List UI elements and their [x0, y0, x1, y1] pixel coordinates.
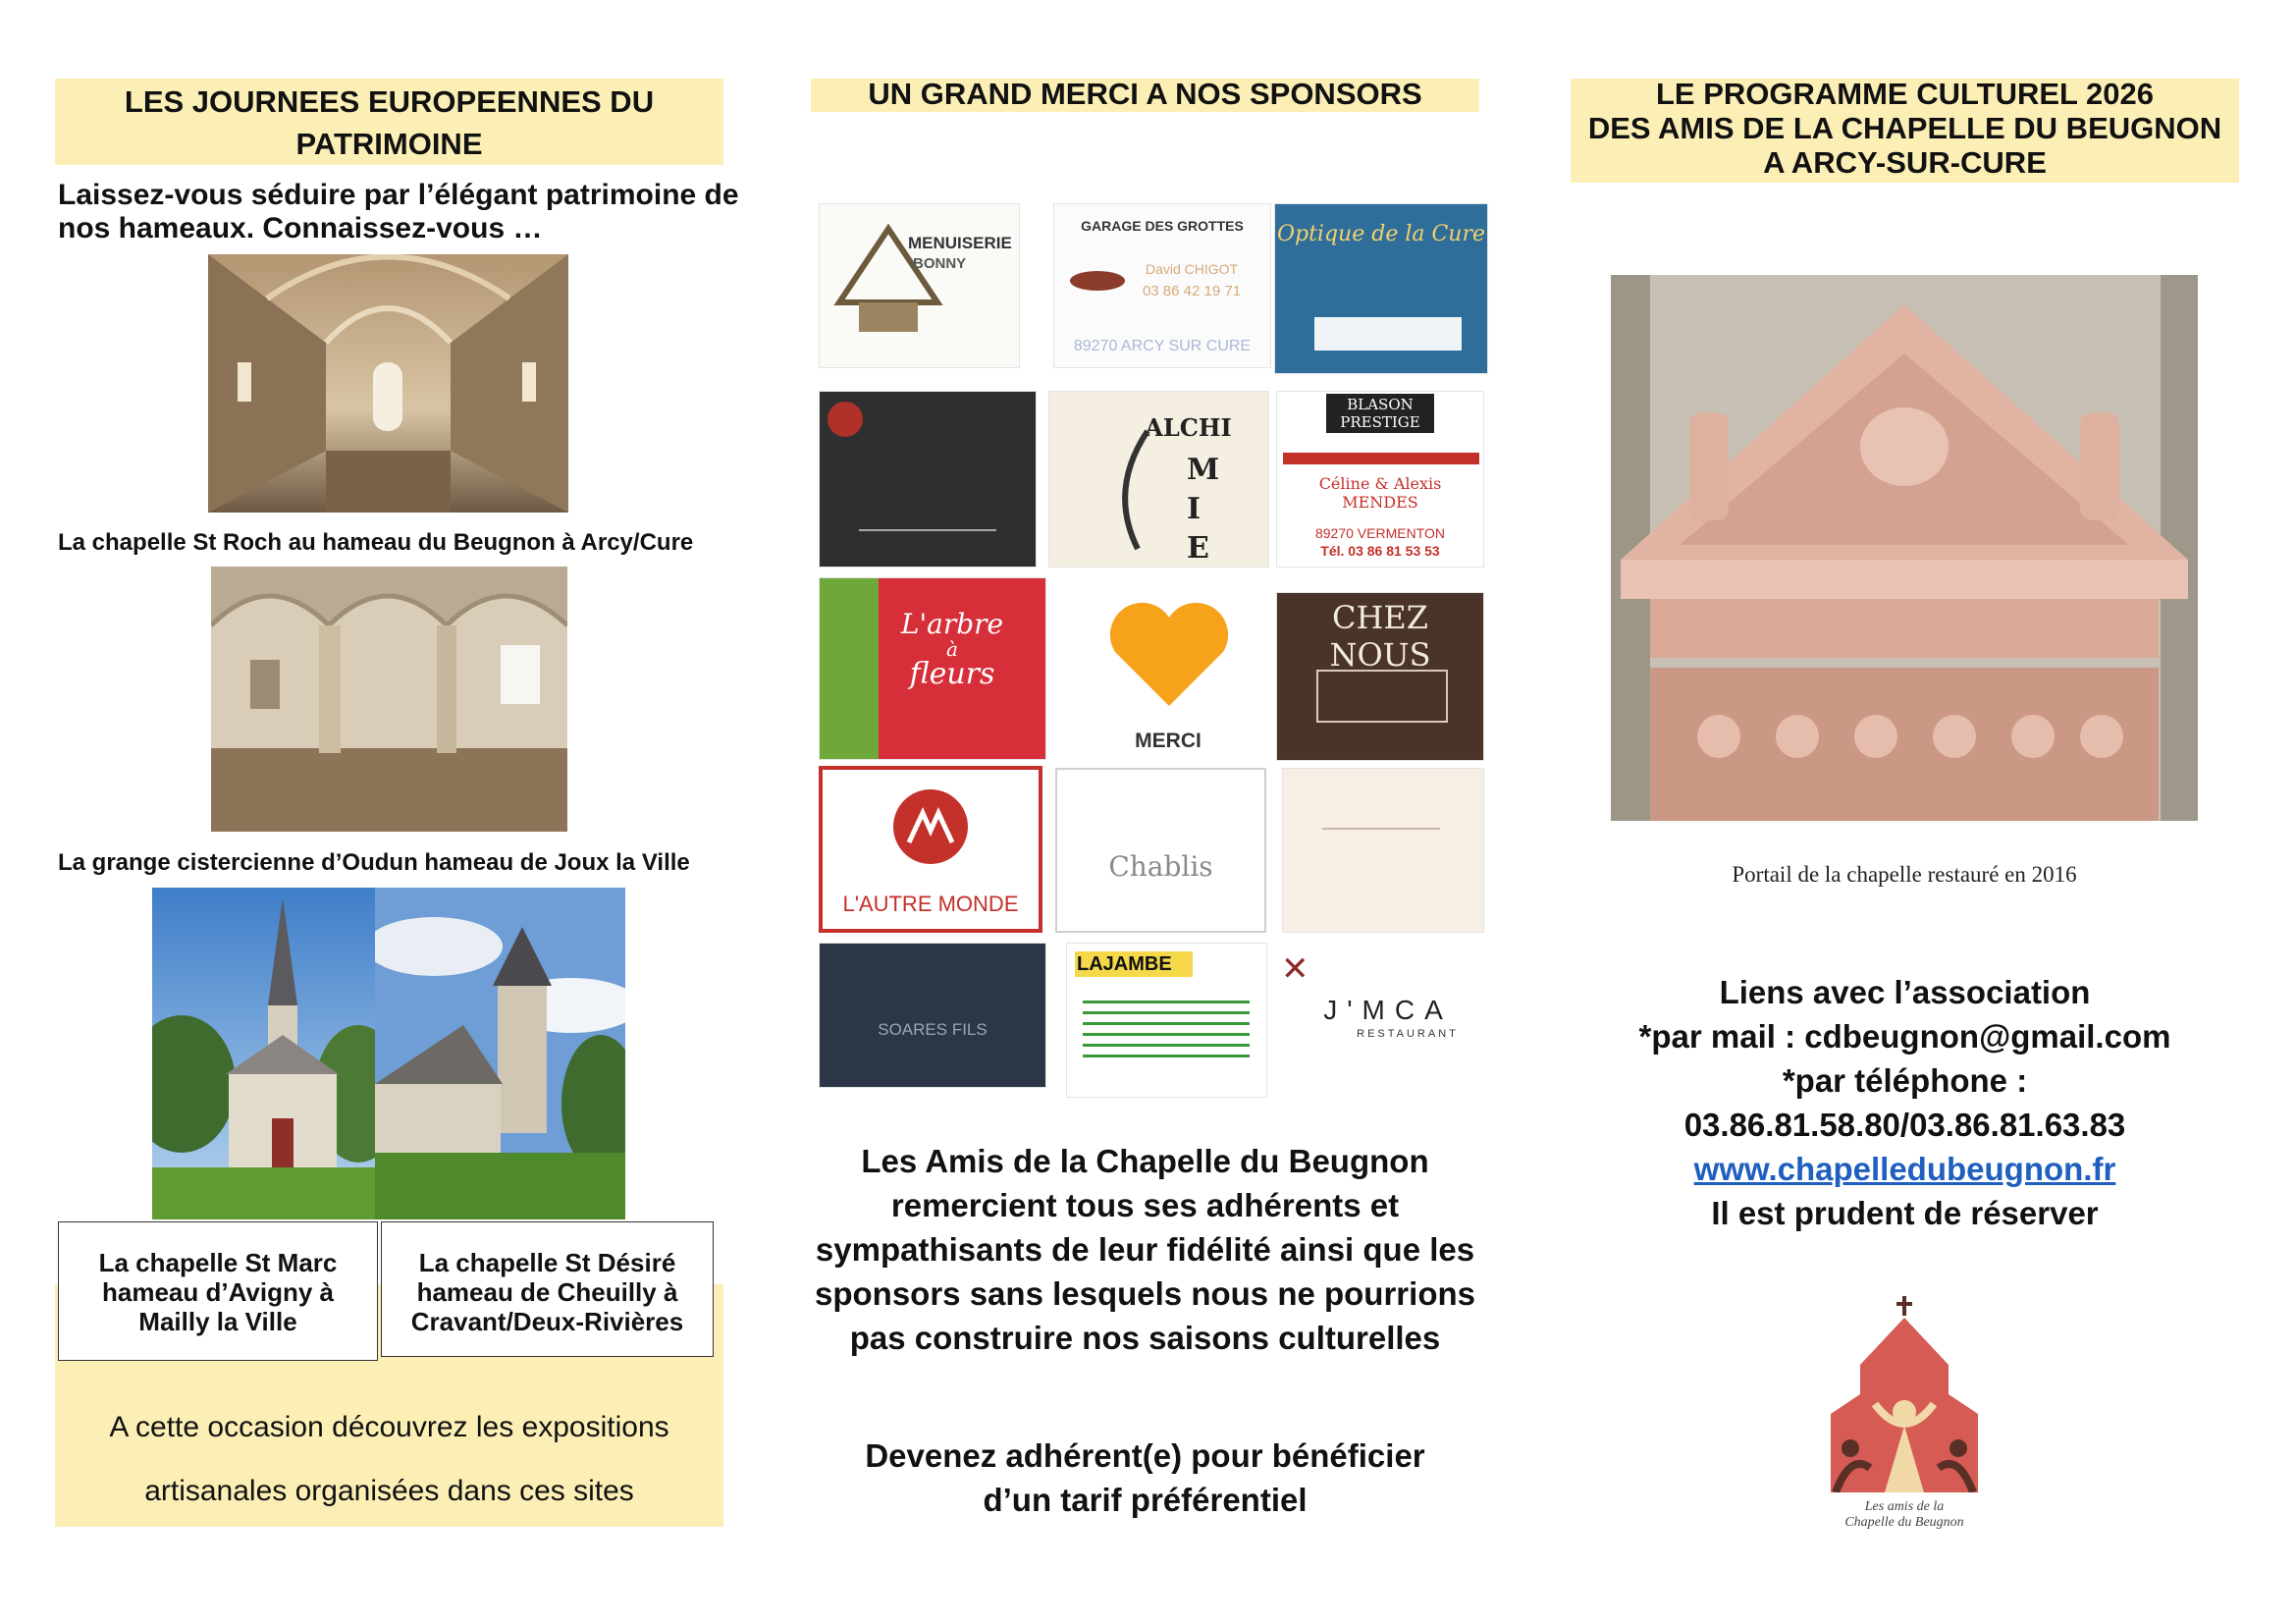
right-title-line1: LE PROGRAMME CULTUREL 2026	[1656, 77, 2154, 111]
thanks-block	[811, 1139, 1479, 1360]
chalkboard-line	[859, 529, 996, 531]
blason-line1: BLASON	[1347, 396, 1414, 413]
mail-line[interactable]: *par mail : cdbeugnon@gmail.com	[1638, 1018, 2171, 1055]
sponsor-alchimie	[1048, 391, 1269, 568]
caption-st-roch: La chapelle St Roch au hameau du Beugnon à Arcy/Cure	[58, 529, 694, 556]
merci-text: MERCI	[1135, 730, 1201, 752]
jmca-text: J'MCA	[1323, 995, 1453, 1025]
sponsor-blason-prestige	[1276, 391, 1484, 568]
association-logo	[1816, 1296, 1993, 1542]
bottom-line1: A cette occasion découvrez les expositions	[109, 1411, 669, 1443]
box1-line3: Mailly la Ville	[138, 1307, 297, 1336]
join-line2: d’un tarif préférentiel	[983, 1482, 1308, 1518]
sponsor-garage-grottes	[1053, 203, 1271, 368]
sponsor-jmca	[1272, 945, 1484, 1092]
sponsor-arbre-a-fleurs	[819, 577, 1046, 760]
thanks-line4: sponsors sans lesquels nous ne pourrions	[815, 1275, 1475, 1312]
phone-label: *par téléphone :	[1782, 1062, 2028, 1099]
sponsor-lajambe	[1066, 943, 1267, 1098]
garage-title: GARAGE DES GROTTES	[1081, 218, 1244, 234]
box2-line2: hameau de Cheuilly à	[416, 1277, 678, 1307]
sponsor-chablis	[1055, 768, 1266, 933]
right-title-line2: DES AMIS DE LA CHAPELLE DU BEUGNON	[1587, 111, 2222, 145]
thanks-line5: pas construire nos saisons culturelles	[849, 1320, 1441, 1356]
logo-text-line1: Les amis de la	[1864, 1499, 1945, 1514]
intro-line1: Laissez-vous séduire par l’élégant patrimoine de	[58, 179, 739, 211]
chablis-text: Chablis	[1108, 850, 1213, 883]
sponsor-girardin	[1282, 768, 1484, 933]
chez-nous-text: CHEZ NOUS	[1329, 599, 1431, 674]
garage-name: David CHIGOT	[1145, 261, 1239, 277]
thanks-line2: remercient tous ses adhérents et	[890, 1187, 1400, 1223]
lajambe-text: LAJAMBE	[1077, 953, 1172, 975]
box2-line1: La chapelle St Désiré	[418, 1248, 676, 1277]
links-title: Liens avec l’association	[1719, 974, 2091, 1010]
phone-numbers: 03.86.81.58.80/03.86.81.63.83	[1683, 1107, 2126, 1143]
logo-text-line2: Chapelle du Beugnon	[1844, 1515, 1964, 1530]
caption-box-st-marc	[58, 1221, 378, 1361]
sponsor-soares-fils	[819, 943, 1046, 1088]
autre-monde-text: L'AUTRE MONDE	[842, 892, 1019, 916]
sponsor-merci-heart	[1065, 577, 1271, 760]
menuiserie-line1: MENUISERIE	[908, 234, 1012, 252]
girardin-rule	[1322, 828, 1440, 830]
caption-grange: La grange cistercienne d’Oudun hameau de Joux la Ville	[58, 849, 690, 876]
chapel-st-roch-photo	[208, 254, 568, 513]
blason-red-strip	[1283, 453, 1479, 464]
box2-line3: Cravant/Deux-Rivières	[410, 1307, 684, 1336]
chapel-st-desire-photo	[375, 888, 625, 1219]
reserve-note: Il est prudent de réserver	[1711, 1195, 2099, 1231]
thanks-line3: sympathisants de leur fidélité ainsi que les	[815, 1231, 1475, 1268]
portal-caption: Portail de la chapelle restauré en 2016	[1732, 862, 2077, 887]
jmca-cross: ✕	[1281, 949, 1309, 989]
menuiserie-line2: BONNY	[913, 255, 967, 272]
right-title-line3: A ARCY-SUR-CURE	[1763, 145, 2047, 180]
alchi-top: ALCHI	[1145, 413, 1232, 442]
left-title-line2: PATRIMOINE	[295, 127, 483, 161]
box1-line2: hameau d’Avigny à	[102, 1277, 334, 1307]
website-link[interactable]: www.chapelledubeugnon.fr	[1693, 1151, 2116, 1187]
sponsor-menuiserie-bonny	[819, 203, 1020, 368]
sponsor-optique-cure	[1274, 203, 1488, 374]
bottom-line2: artisanales organisées dans ces sites	[144, 1475, 634, 1507]
sponsor-chalkboard	[819, 391, 1037, 568]
chapel-st-marc-photo	[152, 888, 375, 1219]
grange-oudun-photo	[211, 567, 567, 832]
optique-card	[1314, 317, 1462, 351]
chez-nous-frame	[1316, 670, 1448, 723]
arbre-line3: fleurs	[909, 657, 995, 691]
chapel-portal-photo	[1611, 275, 2198, 821]
blason-line2: PRESTIGE	[1340, 413, 1420, 431]
sponsor-autre-monde	[819, 766, 1042, 933]
jmca-sub: RESTAURANT	[1357, 1028, 1459, 1040]
join-line1: Devenez adhérent(e) pour bénéficier	[865, 1437, 1425, 1474]
optique-text: Optique de la Cure	[1276, 222, 1486, 246]
left-title-line1: LES JOURNEES EUROPEENNES DU	[124, 84, 655, 119]
blason-city: 89270 VERMENTON	[1314, 525, 1445, 541]
garage-city: 89270 ARCY SUR CURE	[1073, 338, 1252, 354]
caption-box-st-desire	[381, 1221, 714, 1357]
intro-line2: nos hameaux. Connaissez-vous …	[58, 212, 543, 244]
blason-names: Céline & Alexis MENDES	[1318, 474, 1442, 512]
center-title: UN GRAND MERCI A NOS SPONSORS	[868, 77, 1422, 111]
soares-text: SOARES FILS	[878, 1020, 988, 1039]
arbre-line2: à	[946, 637, 958, 661]
alchi-letters: M I E	[1187, 453, 1220, 566]
thanks-line1: Les Amis de la Chapelle du Beugnon	[861, 1143, 1429, 1179]
box1-line1: La chapelle St Marc	[98, 1248, 338, 1277]
arbre-line1: L'arbre	[900, 608, 1004, 640]
blason-phone: Tél. 03 86 81 53 53	[1320, 543, 1440, 559]
chapel-logo-icon	[1816, 1296, 1993, 1492]
sponsor-chez-nous	[1276, 592, 1484, 761]
lajambe-lines	[1083, 993, 1250, 1061]
garage-phone: 03 86 42 19 71	[1142, 283, 1242, 299]
links-block	[1571, 970, 2239, 1235]
join-block	[811, 1434, 1479, 1522]
